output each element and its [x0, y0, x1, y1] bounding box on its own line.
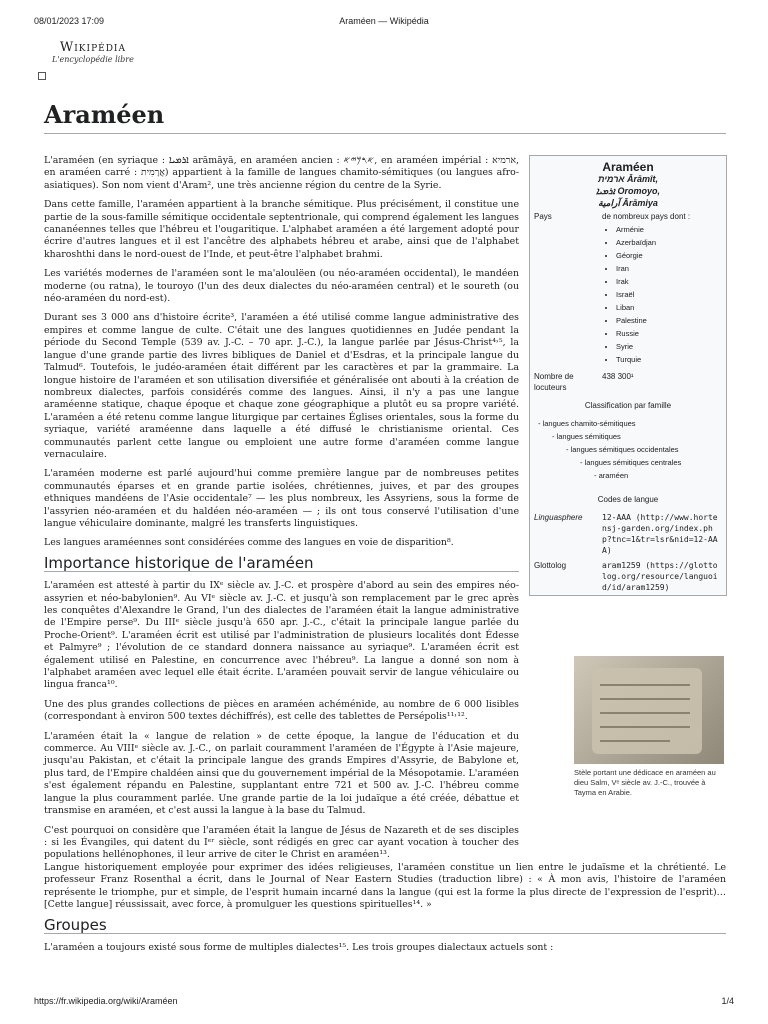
- country-link[interactable]: • Russie: [616, 328, 722, 339]
- print-datetime: 08/01/2023 17:09: [34, 16, 105, 26]
- checkbox-icon[interactable]: [38, 72, 46, 80]
- paragraph: Les variétés modernes de l'araméen sont le ma'aloulëen (ou néo-araméen occidental), le mandéen moderne (ou ratna), le touroyo (l'un des deux dialectes du néo-araméen central) et le soureth (ou néo-araméen du nord-est).: [44, 268, 519, 305]
- country-link[interactable]: • Iran: [616, 263, 722, 274]
- classification-item[interactable]: - langues sémitiques centrales: [580, 458, 682, 467]
- paragraph: L'araméen (en syriaque : ܐܪܡܝܐ arāmāyā, en araméen ancien : 𐤀𐤓𐤌𐤉𐤀, en araméen impérial : ארמיא, en araméen carré : אֲרָמִית) appartient à la famille de langues chamito-sémitiques (ou langues afro-asiatiques). Son nom vient d'Aram², une très ancienne région du centre de la Syrie.: [44, 155, 519, 191]
- print-url: https://fr.wikipedia.org/wiki/Araméen: [34, 996, 178, 1006]
- classification-item[interactable]: - langues sémitiques occidentales: [566, 445, 679, 454]
- paragraph: L'araméen était la « langue de relation » de cette époque, la langue de l'éducation et du commerce. Au VIIIᵉ siècle av. J.-C., on parlait couramment l'araméen de l'Égypte à l'Asie majeure, jusqu'au Pakistan, et c'était la principale langue des grands Empires d'Assyrie, de Babylone et, plus tard, de l'Empire chaldéen ainsi que du gouvernement impérial de la Mésopotamie. L'araméen s'est également répandu en Palestine, supplantant entre 721 et 500 av. J.-C. l'hébreu comme langue la plus couramment parlée. Une grande partie de la loi judaïque a été créée, débattue et transmise en araméen, et c'est aussi la langue à la base du Talmud.: [44, 730, 519, 817]
- glottolog-value[interactable]: aram1259 (https://glottolog.org/resource/languoid/id/aram1259): [602, 561, 718, 592]
- infobox-name: ܐܪܡܝܐ Oromoyo,: [595, 186, 661, 196]
- wikipedia-logo[interactable]: [52, 40, 134, 64]
- linguasphere-label[interactable]: Linguasphere: [534, 513, 583, 522]
- country-link[interactable]: • Géorgie: [616, 250, 722, 261]
- country-link[interactable]: • Palestine: [616, 315, 722, 326]
- country-link[interactable]: • Turquie: [616, 354, 722, 365]
- print-page-number: 1/4: [721, 996, 734, 1006]
- linguasphere-value[interactable]: 12-AAA (http://www.hortensj-garden.org/index.php?tnc=1&tr=lsr&nid=12-AAA): [602, 513, 718, 555]
- article-body: [44, 155, 519, 869]
- country-link[interactable]: • Liban: [616, 302, 722, 313]
- infobox-name: آرامية Ārāmiya: [598, 198, 658, 208]
- paragraph: Les langues araméennes sont considérées comme des langues en voie de disparition⁸.: [44, 537, 454, 549]
- infobox-name: ארמית Ārāmît,: [597, 174, 659, 184]
- section-heading: Groupes: [44, 919, 726, 934]
- country-link[interactable]: • Arménie: [616, 224, 722, 235]
- classification-tree: [530, 418, 726, 489]
- paragraph: Durant ses 3 000 ans d'histoire écrite³, l'araméen a été utilisé comme langue administrative des empires et comme langue de culte. C'était une des langues quotidiennes en Judée pendant la période du Second Temple (539 av. J.-C. – 70 apr. J.-C.), la langue parlée par Jésus-Christ⁴˒⁵, la langue d'une grande partie des livres bibliques de Daniel et d'Esdras, et la principale langue du Talmud⁶. Toutefois, le judéo-araméen était différent par les caractères et par la grammaire. La longue histoire de l'araméen et son utilisation diversifiée et généralisée ont abouti à la création de nombreux dialectes, parfois considérés comme des langues. Ainsi, il n'y a pas une langue araméenne statique, chaque époque et chaque zone géographique a plutôt eu sa propre variété. L'araméen a été retenu comme langue liturgique par certaines Églises orientales, sous la forme du syriaque, variété araméenne dans laquelle a été diffusé le christianisme oriental. Ces communautés parlent cette langue ou emploient une autre forme d'araméen comme langue vernaculaire.: [44, 312, 519, 460]
- classification-title: Classification par famille: [584, 401, 672, 410]
- stele-figure: [574, 656, 724, 798]
- locuteurs-value: 438 300¹: [602, 372, 634, 381]
- logo-wordmark: Wikipédia: [59, 40, 126, 55]
- country-list: [602, 224, 722, 365]
- glottolog-label[interactable]: Glottolog: [534, 561, 567, 570]
- infobox-title: Araméen: [602, 160, 654, 174]
- country-link[interactable]: • Syrie: [616, 341, 722, 352]
- locuteurs-label: Nombre de locuteurs: [534, 372, 574, 392]
- country-link[interactable]: • Israël: [616, 289, 722, 300]
- country-link[interactable]: • Irak: [616, 276, 722, 287]
- paragraph: C'est pourquoi on considère que l'araméen était la langue de Jésus de Nazareth et de ses disciples : si les Évangiles, qui datent du Iᵉʳ siècle, sont rédigés en grec car ayant vocation à toucher des populations hellénophones, il leur arrive de citer le Christ en araméen¹³.: [44, 824, 519, 861]
- country-link[interactable]: • Azerbaïdjan: [616, 237, 722, 248]
- paragraph: L'araméen a toujours existé sous forme de multiples dialectes¹⁵. Les trois groupes dialectaux actuels sont :: [44, 942, 554, 954]
- pays-label: Pays: [534, 212, 552, 221]
- figure-caption: Stèle portant une dédicace en araméen au dieu Salm, Vᵉ siècle av. J.-C., trouvée à Tayma en Arabie.: [574, 768, 716, 797]
- paragraph: Langue historiquement employée pour exprimer des idées religieuses, l'araméen constitue un lien entre le judaïsme et la chrétienté. Le professeur Franz Rosenthal a écrit, dans le Journal of Near Eastern Studies (traduction libre) : « À mon avis, l'histoire de l'araméen représente le triomphe, pur et simple, de l'esprit humain incarné dans la langue (qui est la forme la plus directe de l'expression de l'esprit)… [Cette langue] réussissait, avec force, à promulguer les questions spirituelles¹⁴. »: [44, 862, 726, 911]
- paragraph: L'araméen est attesté à partir du IXᵉ siècle av. J.-C. et prospère d'abord au sein des empires néo-assyrien et néo-babylonien⁹. Au VIᵉ siècle av. J.-C. et jusqu'à son remplacement par le grec après les conquêtes d'Alexandre le Grand, l'un des dialectes de l'araméen était la langue administrative de l'Empire perse⁹. Du IIIᵉ siècle jusqu'à 650 apr. J.-C., c'était la principale langue parlée du Proche-Orient⁹. L'araméen écrit est utilisé par l'administration de plusieurs localités dont Édesse et Palmyre⁹ ; l'évolution de ce standard donnera naissance au syriaque⁹. L'araméen écrit est également utilisé en Palestine, en concurrence avec l'hébreu⁹. La langue a donné son nom à l'alphabet araméen avec lequel elle était écrite. L'araméen pouvait servir de langue véhiculaire ou lingua franca¹⁰.: [44, 580, 519, 691]
- paragraph: Une des plus grandes collections de pièces en araméen achéménide, au nombre de 6 000 lisibles (correspondant à environ 500 textes déchiffrés), est celle des tablettes de Persépolis¹¹˒¹².: [44, 698, 519, 723]
- stele-image[interactable]: [574, 656, 724, 764]
- classification-item[interactable]: - langues sémitiques: [552, 432, 621, 441]
- paragraph: Dans cette famille, l'araméen appartient à la branche sémitique. Plus précisément, il constitue une partie de la sous-famille sémitique occidentale septentrionale, qui comprend également les langues cananéennes telles que l'hébreu et l'ougaritique. L'alphabet araméen a été largement adopté pour écrire d'autres langues et il est l'ancêtre des alphabets hébreu et arabe, ainsi que de l'alphabet kharoshthi dans le nord-ouest de l'Inde, et peut-être l'alphabet brahmi.: [44, 199, 519, 260]
- paragraph: L'araméen moderne est parlé aujourd'hui comme première langue par de nombreuses petites communautés éparses et en grande partie isolées, chrétiennes, juives, et par des groupes ethniques mandéens de l'Asie occidentale⁷ — les plus nombreux, les Assyriens, sous la forme de l'assyrien néo-araméen et du haldéen néo-araméen — ; ils ont tous conservé l'utilisation d'une langue véhiculaire dominante, malgré les transferts linguistiques.: [44, 468, 519, 529]
- section-heading: Importance historique de l'araméen: [44, 557, 519, 572]
- logo-tagline: L'encyclopédie libre: [52, 55, 134, 64]
- classification-item[interactable]: - araméen: [594, 471, 629, 480]
- classification-item[interactable]: - langues chamito-sémitiques: [538, 419, 636, 428]
- article-body-full: [44, 862, 726, 961]
- infobox: [529, 155, 727, 596]
- page-title: Araméen: [44, 100, 726, 134]
- codes-title: Codes de langue: [597, 495, 659, 504]
- print-title: Araméen — Wikipédia: [339, 16, 429, 26]
- pays-intro: de nombreux pays dont :: [602, 212, 691, 221]
